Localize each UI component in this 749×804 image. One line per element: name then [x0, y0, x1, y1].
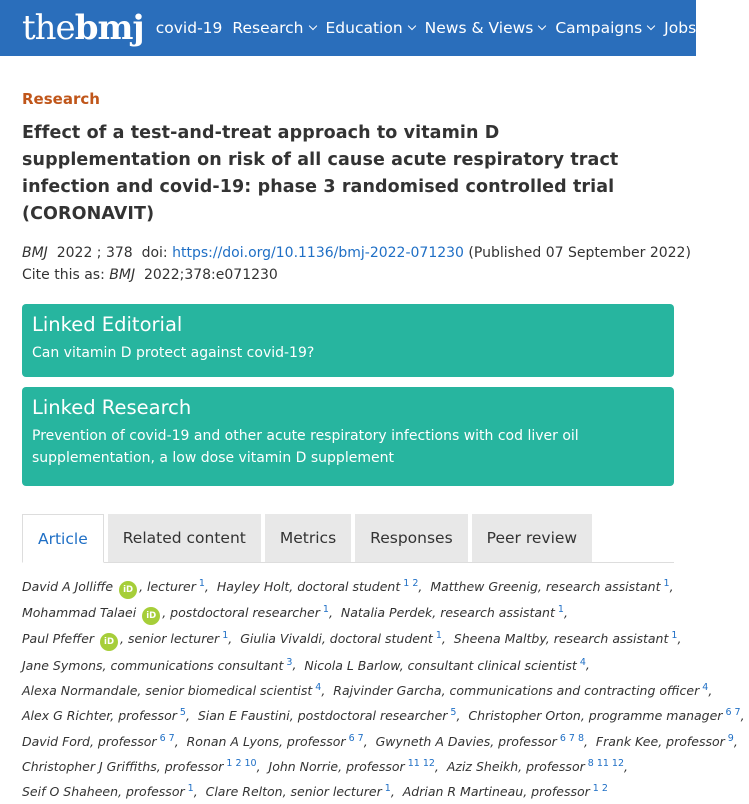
author-entry: [430, 579, 669, 594]
author-name[interactable]: Clare Relton: [205, 784, 283, 800]
tab-related-content[interactable]: Related content: [108, 514, 261, 562]
author-name[interactable]: Paul Pfeffer: [22, 631, 95, 647]
author-entry: [22, 759, 257, 774]
author-line: Alex G Richter, professor $^5$, Sian E Faustini, postdoctoral researcher $^5$, Christopher Orton, programme manager $^{6 7}$,: [22, 707, 749, 724]
author-role: , research assistant: [537, 579, 661, 595]
author-entry: [341, 605, 564, 620]
nav-research[interactable]: [232, 19, 315, 37]
affiliation-ref[interactable]: 11 12: [404, 757, 435, 769]
doi-label: doi:: [141, 245, 168, 261]
author-role: , professor: [156, 759, 224, 775]
author-entry: [187, 734, 364, 749]
author-name[interactable]: Sian E Faustini: [197, 708, 290, 724]
author-entry: [22, 658, 292, 673]
author-role: , communications and contracting officer: [441, 682, 700, 698]
author-entry: [22, 579, 205, 594]
affiliation-ref[interactable]: 1: [381, 783, 391, 795]
author-role: , professor: [518, 759, 585, 775]
journal-name: BMJ: [22, 245, 48, 261]
affiliation-ref[interactable]: 1: [432, 630, 442, 642]
affiliation-ref[interactable]: 1: [668, 630, 678, 642]
logo-text-bmj: bmj: [74, 8, 144, 48]
chevron-down-icon: [647, 22, 655, 30]
author-entry: [447, 759, 624, 774]
affiliation-ref[interactable]: 1: [660, 578, 670, 589]
author-entry: [206, 784, 391, 799]
citation-line: [22, 242, 691, 264]
author-line: Seif O Shaheen, professor $^1$, Clare Relton, senior lecturer $^1$, Adrian R Martineau, professor $^{1 2}$: [22, 783, 608, 800]
author-line: David Ford, professor $^{6 7}$, Ronan A Lyons, professor $^{6 7}$, Gwyneth A Davies, professor $^{6 7 8}$, Frank Kee, professor $^9$,: [22, 732, 742, 749]
nav-covid-19[interactable]: [156, 19, 223, 37]
chevron-down-icon: [308, 22, 316, 30]
nav-covid-19-label: covid-19: [155, 19, 223, 37]
author-role: , professor: [658, 733, 725, 749]
affiliation-ref[interactable]: 1 2: [400, 578, 419, 589]
cite-as-reference: 2022;378:e071230: [143, 267, 278, 283]
author-role: , lecturer: [139, 579, 196, 595]
author-role: , consultant clinical scientist: [399, 657, 577, 673]
author-entry: [454, 631, 678, 646]
nav-campaigns-label: Campaigns: [555, 19, 643, 37]
affiliation-ref[interactable]: 1: [219, 630, 229, 642]
author-name[interactable]: Jane Symons: [22, 657, 103, 673]
author-entry: [22, 605, 329, 620]
author-role: , professor: [338, 759, 405, 775]
cite-as-journal: BMJ: [109, 267, 136, 283]
author-line: Jane Symons, communications consultant $^3$, Nicola L Barlow, consultant clinical scientist $^4$,: [22, 656, 594, 673]
author-list: [22, 573, 749, 804]
author-line: Paul Pfeffer iD , senior lecturer $^1$, Giulia Vivaldi, doctoral student $^1$, Sheena Maltby, research assistant $^1$,: [22, 625, 674, 651]
nav-education[interactable]: [326, 19, 415, 37]
author-role: , professor: [89, 733, 157, 749]
author-entry: [333, 683, 708, 698]
affiliation-ref[interactable]: 1: [195, 578, 205, 589]
author-entry: [403, 784, 608, 799]
linked-editorial-link[interactable]: Can vitamin D protect against covid-19?: [32, 345, 315, 361]
main-nav: [156, 19, 718, 37]
linked-research-box[interactable]: [22, 387, 674, 486]
author-role: , doctoral student: [321, 631, 433, 647]
bmj-logo[interactable]: [22, 8, 144, 48]
author-line: Mohammad Talaei iD , postdoctoral researcher $^1$, Natalia Perdek, research assistant $^1$,: [22, 599, 674, 625]
author-role: , communications consultant: [102, 657, 284, 673]
affiliation-ref[interactable]: 4: [312, 681, 322, 693]
cite-as-label: Cite this as:: [22, 267, 105, 283]
nav-campaigns[interactable]: [555, 19, 654, 37]
affiliation-ref[interactable]: 1: [184, 783, 194, 795]
author-entry: [22, 734, 175, 749]
nav-education-label: Education: [325, 19, 403, 37]
author-role: , doctoral student: [289, 579, 401, 595]
top-navigation-bar: [0, 0, 696, 56]
author-entry: [22, 683, 321, 698]
author-role: , professor: [523, 784, 590, 800]
affiliation-ref[interactable]: 1: [319, 604, 329, 616]
affiliation-ref[interactable]: 5: [447, 707, 457, 719]
cite-as-line: [22, 264, 674, 286]
author-entry: [304, 658, 586, 673]
author-entry: [22, 708, 186, 723]
chevron-down-icon: [701, 22, 709, 30]
affiliation-ref[interactable]: 8 11 12: [584, 757, 625, 769]
author-name[interactable]: Sheena Maltby: [453, 631, 546, 647]
nav-jobs-label: Jobs: [664, 19, 697, 37]
author-role: , research assistant: [432, 605, 555, 621]
author-name[interactable]: Nicola L Barlow: [304, 657, 400, 673]
author-name[interactable]: Alexa Normandale: [22, 682, 138, 698]
author-entry: [198, 708, 457, 723]
author-role: , senior biomedical scientist: [137, 682, 313, 698]
author-name[interactable]: Christopher Orton: [468, 708, 581, 724]
linked-research-heading: Linked Research: [32, 396, 192, 419]
author-entry: [468, 708, 740, 723]
author-name[interactable]: Aziz Sheikh: [446, 759, 519, 775]
author-entry: [240, 631, 442, 646]
tab-metrics[interactable]: Metrics: [265, 514, 351, 562]
author-name[interactable]: Rajvinder Garcha: [333, 682, 442, 698]
author-entry: [22, 784, 194, 799]
nav-jobs[interactable]: [664, 19, 708, 37]
tab-responses[interactable]: Responses: [355, 514, 468, 562]
published-date: (Published 07 September 2022): [468, 245, 691, 261]
tab-article[interactable]: Article: [22, 514, 104, 563]
tab-peer-review[interactable]: Peer review: [472, 514, 592, 562]
affiliation-ref[interactable]: 1 2: [589, 783, 608, 795]
author-line: Christopher J Griffiths, professor $^{1 2 10}$, John Norrie, professor $^{11 12}$, Aziz Sheikh, professor $^{8 11 12}$,: [22, 757, 632, 775]
author-name[interactable]: David A Jolliffe: [22, 579, 114, 595]
doi-link[interactable]: https://doi.org/10.1136/bmj-2022-071230: [172, 245, 464, 261]
author-name[interactable]: Mohammad Talaei: [22, 605, 137, 621]
article-content: [0, 90, 749, 804]
author-line: David A Jolliffe iD , lecturer $^1$, Hayley Holt, doctoral student $^{1 2}$, Matthew Greenig, research assistant $^1$,: [22, 573, 674, 599]
nav-news-views[interactable]: [425, 19, 546, 37]
author-role: , senior lecturer: [282, 784, 382, 800]
affiliation-ref[interactable]: 1 2 10: [223, 757, 257, 769]
author-role: , senior lecturer: [120, 631, 220, 647]
author-line: Alexa Normandale, senior biomedical scientist $^4$, Rajvinder Garcha, communications and contracting officer $^4$,: [22, 681, 717, 698]
author-name[interactable]: Natalia Perdek: [340, 605, 433, 621]
affiliation-ref[interactable]: 4: [576, 656, 586, 668]
section-label[interactable]: Research: [22, 90, 100, 108]
author-role: , professor: [118, 784, 185, 800]
author-name[interactable]: Hayley Holt: [216, 579, 290, 595]
author-role: , programme manager: [580, 708, 723, 724]
affiliation-ref[interactable]: 6 7: [722, 707, 741, 719]
affiliation-ref[interactable]: 6 7: [345, 732, 364, 744]
author-name[interactable]: Gwyneth A Davies: [375, 733, 491, 749]
author-role: , research assistant: [545, 631, 669, 647]
nav-news-views-label: News & Views: [424, 19, 534, 37]
affiliation-ref[interactable]: 6 7 8: [556, 732, 584, 744]
author-role: , postdoctoral researcher: [289, 708, 448, 724]
affiliation-ref[interactable]: 3: [283, 656, 293, 668]
author-name[interactable]: Matthew Greenig: [430, 579, 538, 595]
orcid-icon[interactable]: iD: [100, 633, 118, 651]
author-entry: [269, 759, 435, 774]
citation-year-volume: 2022 ; 378: [56, 245, 133, 261]
author-entry: [217, 579, 419, 594]
orcid-icon[interactable]: iD: [119, 581, 137, 599]
affiliation-ref[interactable]: 9: [724, 732, 734, 744]
author-entry: [376, 734, 584, 749]
article-tabs: [22, 514, 674, 563]
author-role: , professor: [110, 708, 177, 724]
orcid-icon[interactable]: iD: [142, 607, 160, 625]
author-entry: [22, 631, 228, 646]
affiliation-ref[interactable]: 1: [554, 604, 564, 616]
author-name[interactable]: John Norrie: [268, 759, 339, 775]
author-role: , professor: [278, 733, 346, 749]
affiliation-ref[interactable]: 6 7: [156, 732, 175, 744]
author-name[interactable]: David Ford: [22, 733, 90, 749]
nav-research-label: Research: [232, 19, 304, 37]
logo-text-the: the: [22, 8, 75, 48]
author-name[interactable]: Frank Kee: [595, 733, 659, 749]
author-role: , postdoctoral researcher: [162, 605, 320, 621]
author-name[interactable]: Alex G Richter: [22, 708, 111, 724]
author-name[interactable]: Adrian R Martineau: [402, 784, 524, 800]
author-name[interactable]: Christopher J Griffiths: [22, 759, 157, 775]
citation-block: [22, 242, 691, 286]
author-name[interactable]: Ronan A Lyons: [186, 733, 279, 749]
linked-editorial-box[interactable]: [22, 304, 674, 377]
affiliation-ref[interactable]: 4: [699, 681, 709, 693]
affiliation-ref[interactable]: 5: [176, 707, 186, 719]
linked-research-link[interactable]: Prevention of covid-19 and other acute respiratory infections with cod liver oil supplementation, a low dose vitamin D supplement: [32, 428, 579, 466]
linked-editorial-heading: Linked Editorial: [32, 313, 183, 336]
author-name[interactable]: Seif O Shaheen: [22, 784, 119, 800]
chevron-down-icon: [407, 22, 415, 30]
author-entry: [596, 734, 734, 749]
chevron-down-icon: [538, 22, 546, 30]
author-name[interactable]: Giulia Vivaldi: [240, 631, 322, 647]
article-title: Effect of a test-and-treat approach to vitamin D supplementation on risk of all cause acute respiratory tract infection and covid-19: phase 3 randomised controlled trial (CORONAVIT): [22, 123, 619, 224]
author-role: , professor: [490, 733, 557, 749]
